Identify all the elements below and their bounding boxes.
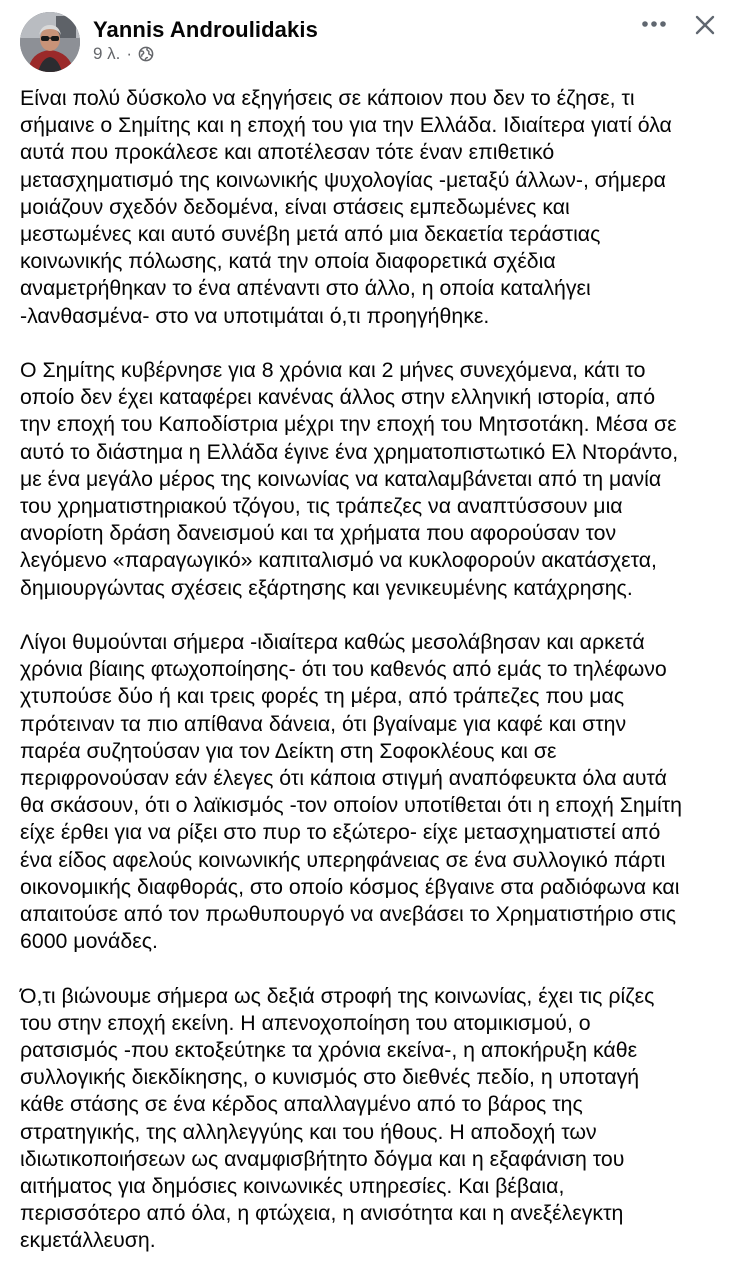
- post-text-line: μοιάζουν σχεδόν δεδομένα, είναι στάσεις εμπεδωμένες και: [20, 194, 570, 219]
- post-header: [0, 0, 735, 80]
- post-paragraph: [20, 357, 720, 602]
- author-name[interactable]: Yannis Androulidakis: [93, 17, 318, 42]
- post-text-line: αυτό το διάστημα η Ελλάδα έγινε ένα χρηματοπιστωτικό Ελ Ντοράντο,: [20, 439, 679, 464]
- post-text-line: αυτά που προκάλεσε και αποτέλεσαν τότε έναν επιθετικό: [20, 140, 555, 165]
- close-button[interactable]: [688, 10, 722, 40]
- meta-separator: ·: [126, 44, 133, 63]
- post-text-line: την εποχή του Καποδίστρια μέχρι την εποχή του Μητσοτάκη. Μέσα σε: [20, 412, 677, 437]
- post-text-line: του στην εποχή εκείνη. Η απενοχοποίηση του ατομικισμού, ο: [20, 1010, 591, 1035]
- post-text-line: ρατσισμός -που εκτοξεύτηκε τα χρόνια εκείνα-, η αποκήρυξη κάθε: [20, 1038, 638, 1063]
- post-text-line: περισσότερο από όλα, η φτώχεια, η ανισότητα και η ανεξέλεγκτη: [20, 1201, 624, 1226]
- post-text-line: αιτήματος για δημόσιες κοινωνικές υπηρεσίες. Και βέβαια,: [20, 1174, 565, 1199]
- globe-icon: [138, 46, 154, 62]
- post-text-line: κοινωνικής πόλωσης, κατά την οποία διαφορετικά σχέδια: [20, 249, 556, 274]
- post-text-line: στρατηγικής, της αλληλεγγύης και του ήθους. Η αποδοχή των: [20, 1119, 597, 1144]
- post-text-line: Λίγοι θυμούνται σήμερα -ιδιαίτερα καθώς μεσολάβησαν και αρκετά: [20, 630, 645, 655]
- post-text-line: μεστωμένες και αυτό συνέβη μετά από μια δεκαετία τεράστιας: [20, 222, 601, 247]
- post-text-line: πρότειναν τα πιο απίθανα δάνεια, ότι βγαίναμε για καφέ και στην: [20, 711, 627, 736]
- post-text-line: του χρηματιστηριακού τζόγου, τις τράπεζες να αναπτύσσουν μια: [20, 494, 623, 519]
- post-text-line: λεγόμενο «παραγωγικό» καπιταλισμό να κυκλοφορούν ακατάσχετα,: [20, 548, 657, 573]
- post-text-line: ένα είδος αφελούς κοινωνικής υπερηφάνειας σε ένα συλλογικό πάρτι: [20, 847, 666, 872]
- post-text-line: μετασχηματισμό της κοινωνικής ψυχολογίας -μεταξύ άλλων-, σήμερα: [20, 167, 666, 192]
- post-text-line: οποίο δεν έχει καταφέρει κανένας άλλος στην ελληνική ιστορία, από: [20, 385, 656, 410]
- post-meta: [93, 44, 154, 64]
- post-text-line: εκμετάλλευση.: [20, 1228, 156, 1253]
- post-paragraph: [20, 629, 720, 955]
- post-text-line: σήμαινε ο Σημίτης και η εποχή του για την Ελλάδα. Ιδιαίτερα γιατί όλα: [20, 113, 672, 138]
- post-text-line: αναμετρήθηκαν το ένα απέναντι στο άλλο, η οποία καταλήγει: [20, 276, 591, 301]
- post-text-line: απαιτούσε από τον πρωθυπουργό να ανεβάσει το Χρηματιστήριο στις: [20, 902, 677, 927]
- post-text-line: Ό,τι βιώνουμε σήμερα ως δεξιά στροφή της κοινωνίας, έχει τις ρίζες: [20, 983, 655, 1008]
- post-paragraph: [20, 85, 720, 330]
- post-text-line: χτυπούσε δύο ή και τρεις φορές τη μέρα, από τράπεζες που μας: [20, 684, 625, 709]
- post-text-line: είχε έρθει για να ρίξει στο πυρ το εξώτερο- είχε μετασχηματιστεί από: [20, 820, 661, 845]
- post-text-line: συλλογικής διεκδίκησης, ο κυνισμός στο διεθνές πεδίο, η υποταγή: [20, 1065, 640, 1090]
- post-text-line: οικονομικής διαφθοράς, στο οποίο κόσμος έβγαινε στα ραδιόφωνα και: [20, 874, 680, 899]
- post-text-line: ιδιωτικοποιήσεων ως αναμφισβήτητο δόγμα και η εξαφάνιση του: [20, 1146, 625, 1171]
- post-text-line: περιφρονούσαν εάν έλεγες ότι κάποια στιγμή αναπόφευκτα όλα αυτά: [20, 766, 667, 791]
- avatar[interactable]: [20, 12, 80, 72]
- post-text-line: -λανθασμένα- στο να υποτιμάται ό,τι προηγήθηκε.: [20, 303, 490, 328]
- more-horizontal-icon: [641, 20, 667, 28]
- post-text-line: παρέα συζητούσαν για τον Δείκτη στη Σοφοκλέους και σε: [20, 738, 557, 763]
- post-body: [20, 85, 720, 1282]
- post-text-line: κάθε στάσης σε ένα κέρδος απαλλαγμένο από το βάρος της: [20, 1092, 583, 1117]
- post-text-line: 6000 μονάδες.: [20, 929, 158, 954]
- post-text-line: θα σκάσουν, ότι ο λαϊκισμός -τον οποίον υποτίθεται ότι η εποχή Σημίτη: [20, 793, 682, 818]
- post-text-line: χρόνια βίαιης φτωχοποίησης- ότι του καθενός από εμάς το τηλέφωνο: [20, 657, 667, 682]
- post-text-line: με ένα μεγάλο μέρος της κοινωνίας να καταλαμβάνεται από τη μανία: [20, 466, 662, 491]
- post-paragraph: [20, 983, 720, 1255]
- more-options-button[interactable]: [639, 12, 669, 36]
- post-text-line: δημιουργώντας σχέσεις εξάρτησης και γενικευμένης κατάχρησης.: [20, 575, 633, 600]
- post-text-line: ανορίοτη δράση δανεισμού και τα χρήματα που αφορούσαν τον: [20, 521, 617, 546]
- post-text-line: Είναι πολύ δύσκολο να εξηγήσεις σε κάποιον που δεν το έζησε, τι: [20, 86, 635, 110]
- post-timestamp[interactable]: 9 λ.: [93, 44, 121, 63]
- close-icon: [694, 14, 716, 36]
- post-text-line: Ο Σημίτης κυβέρνησε για 8 χρόνια και 2 μήνες συνεχόμενα, κάτι το: [20, 358, 646, 383]
